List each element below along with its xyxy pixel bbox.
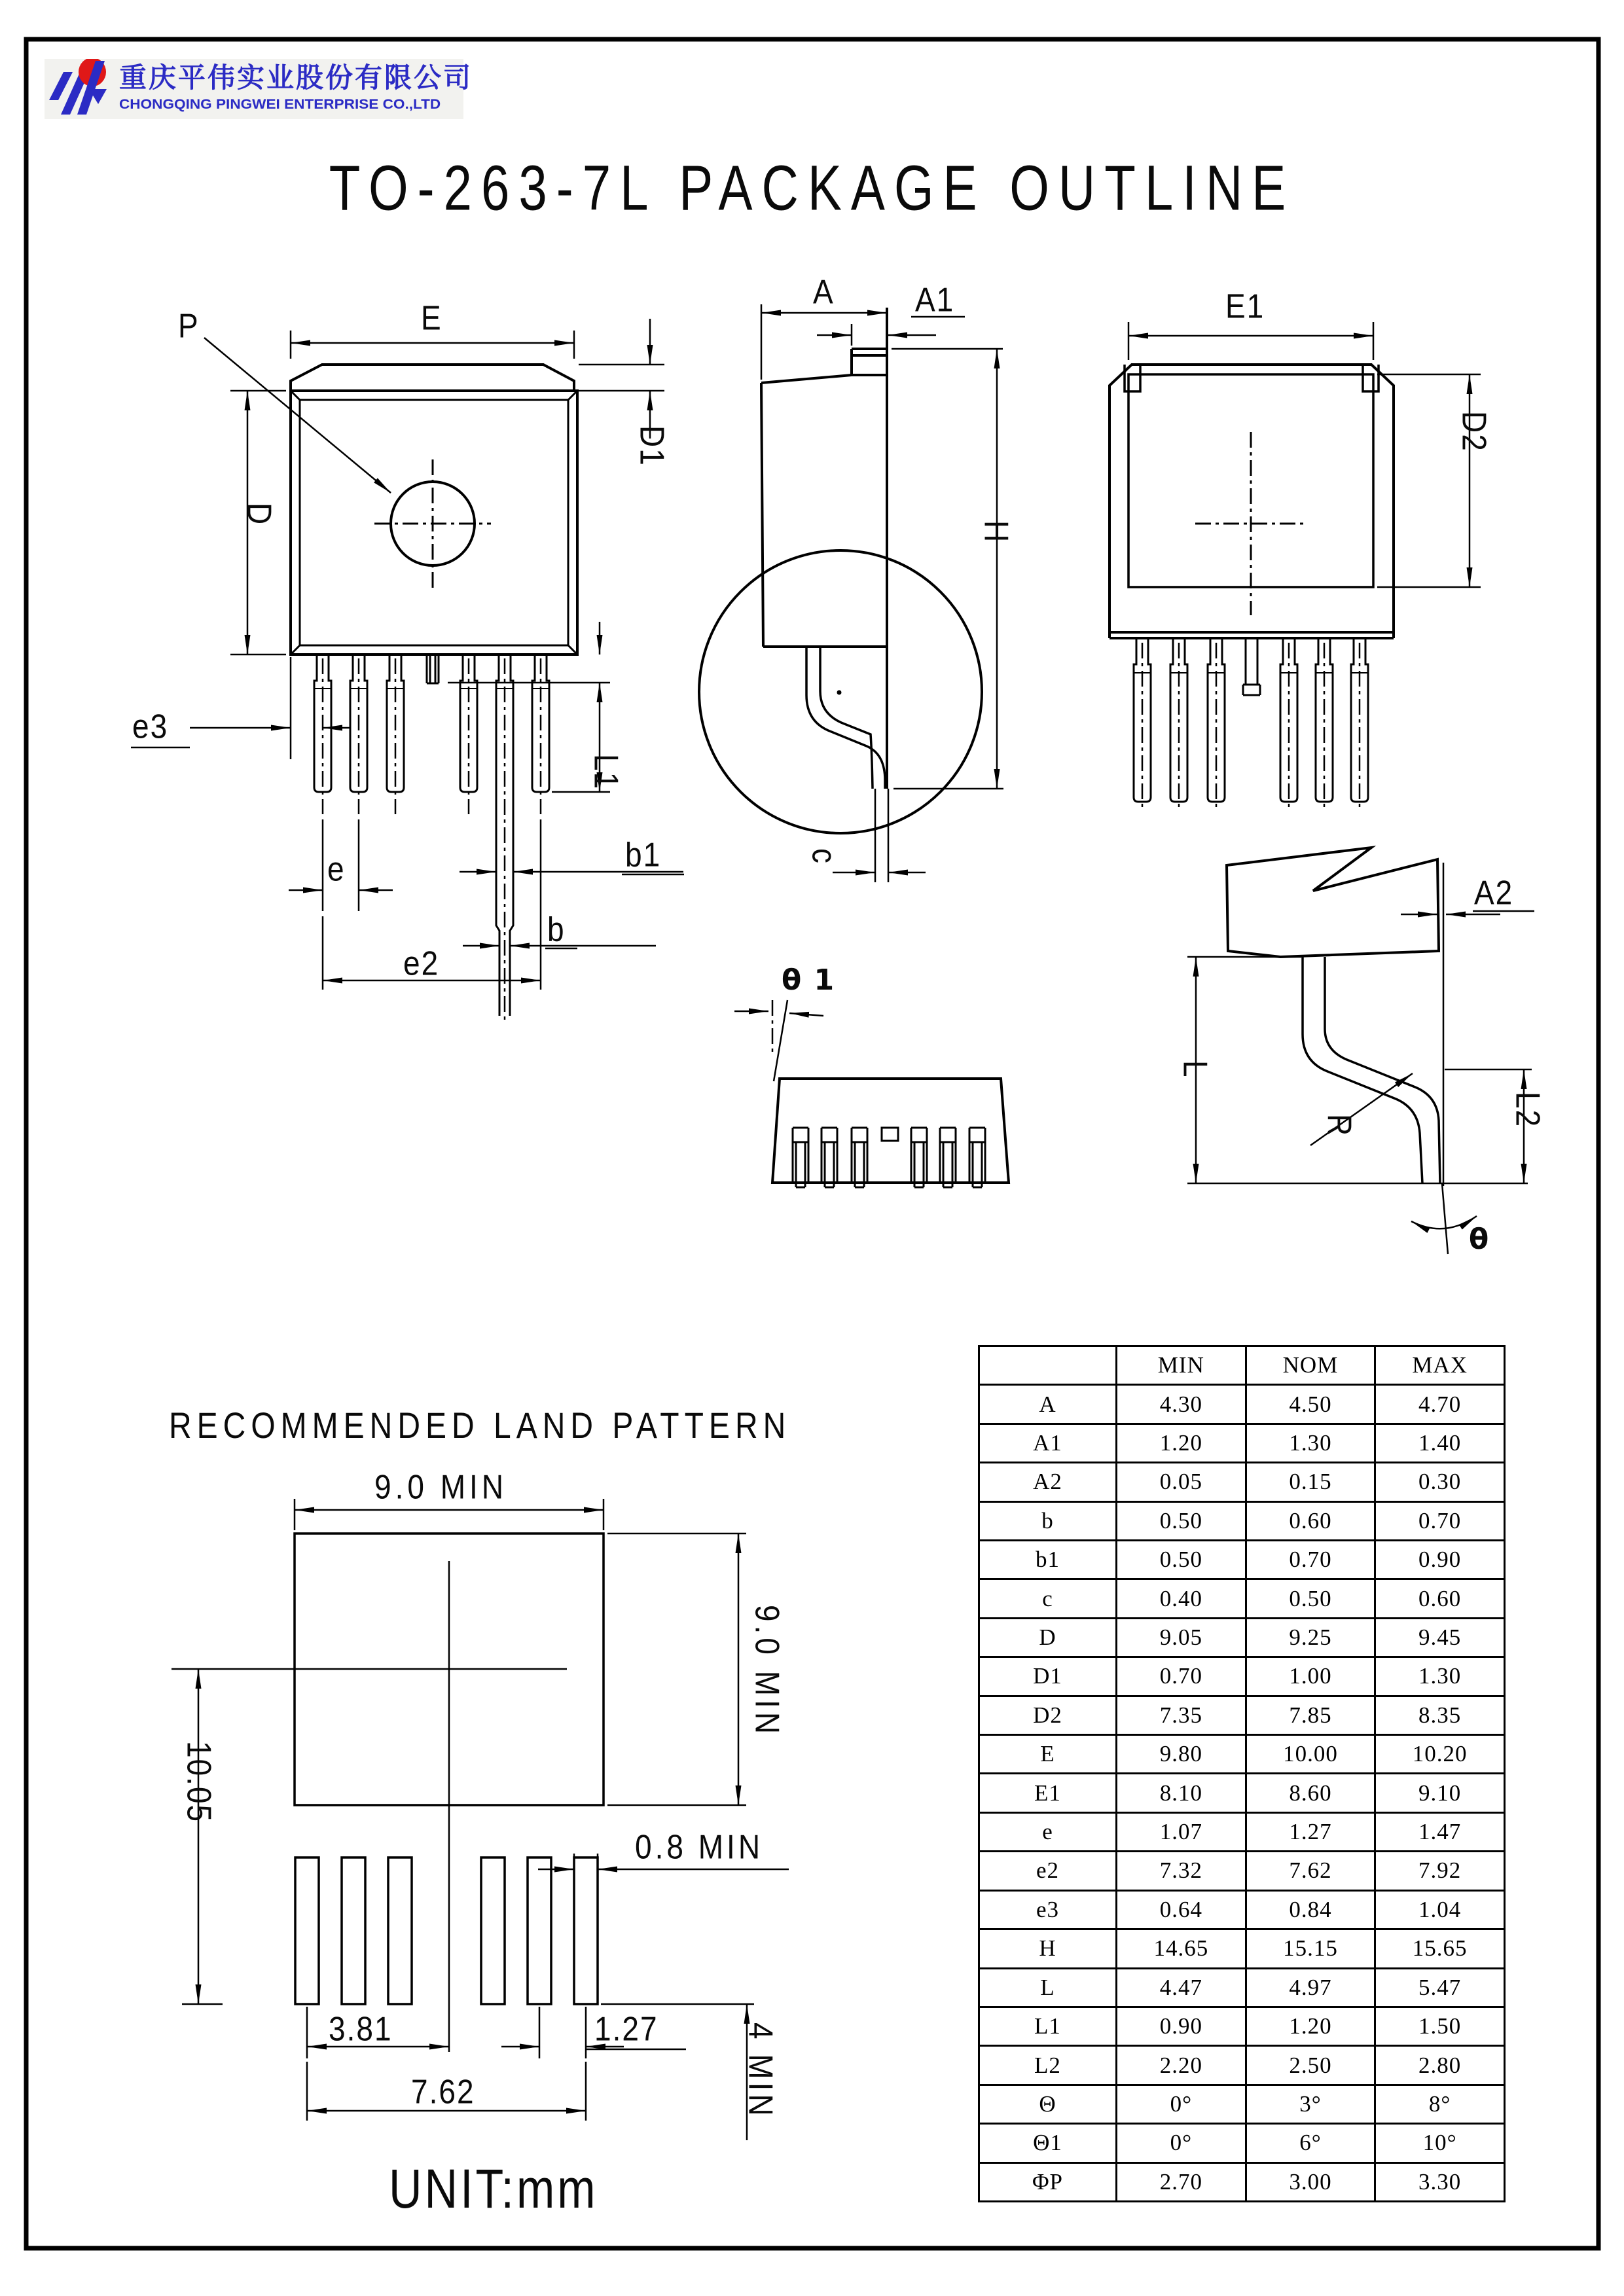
table-row: [979, 1463, 1505, 1501]
value-cell: 7.92: [1375, 1852, 1505, 1890]
value-cell: 1.47: [1375, 1812, 1505, 1851]
param-cell: Θ1: [979, 2124, 1117, 2162]
value-cell: 9.05: [1117, 1618, 1246, 1657]
value-cell: 1.20: [1246, 2007, 1375, 2045]
param-cell: e3: [979, 1890, 1117, 1929]
value-cell: 0.70: [1375, 1501, 1505, 1540]
table-row: [979, 1812, 1505, 1851]
land-pattern: [171, 1499, 789, 2140]
land-dim-4-min: 4 MIN: [742, 2022, 780, 2119]
value-cell: 4.30: [1117, 1385, 1246, 1424]
value-cell: 1.07: [1117, 1812, 1246, 1851]
value-cell: 9.25: [1246, 1618, 1375, 1657]
logo-w-icon: [45, 59, 117, 119]
value-cell: 0.40: [1117, 1579, 1246, 1618]
dim-label-r: R: [1320, 1114, 1359, 1138]
value-cell: 0.60: [1246, 1501, 1375, 1540]
value-cell: 4.50: [1246, 1385, 1375, 1424]
value-cell: 0°: [1117, 2085, 1246, 2123]
param-cell: A1: [979, 1424, 1117, 1462]
land-dim-7-62: 7.62: [411, 2072, 475, 2111]
land-dim-3-81: 3.81: [329, 2009, 393, 2048]
table-header-cell: [979, 1346, 1117, 1385]
value-cell: 1.27: [1246, 1812, 1375, 1851]
dim-label-l: L: [1176, 1060, 1215, 1079]
land-dim-9-right: 9.0 MIN: [748, 1605, 787, 1738]
table-header-cell: MIN: [1117, 1346, 1246, 1385]
param-cell: D: [979, 1618, 1117, 1657]
param-cell: A2: [979, 1463, 1117, 1501]
value-cell: 9.80: [1117, 1735, 1246, 1774]
value-cell: 1.30: [1375, 1657, 1505, 1696]
dim-label-a2: A2: [1474, 873, 1514, 912]
land-dim-0-8: 0.8 MIN: [635, 1827, 764, 1866]
front-view: [131, 319, 684, 1021]
param-cell: e2: [979, 1852, 1117, 1890]
land-dim-9-top: 9.0 MIN: [374, 1467, 508, 1506]
value-cell: 0.84: [1246, 1890, 1375, 1929]
value-cell: 2.80: [1375, 2046, 1505, 2085]
table-row: [979, 1735, 1505, 1774]
value-cell: 5.47: [1375, 1968, 1505, 2007]
value-cell: 0.50: [1117, 1541, 1246, 1579]
value-cell: 4.70: [1375, 1385, 1505, 1424]
value-cell: 0.05: [1117, 1463, 1246, 1501]
value-cell: 8°: [1375, 2085, 1505, 2123]
value-cell: 0.90: [1117, 2007, 1246, 2045]
value-cell: 4.47: [1117, 1968, 1246, 2007]
dim-label-theta1: θ 1: [782, 963, 836, 997]
dim-label-d1: D1: [633, 425, 672, 467]
value-cell: 0.70: [1117, 1657, 1246, 1696]
table-row: [979, 1696, 1505, 1734]
value-cell: 1.30: [1246, 1424, 1375, 1462]
unit-note: UNIT:mm: [389, 2158, 598, 2219]
dim-label-a1: A1: [915, 280, 955, 319]
dim-label-e-upper: E: [421, 298, 442, 337]
value-cell: 7.32: [1117, 1852, 1246, 1890]
table-row: [979, 1774, 1505, 1812]
value-cell: 14.65: [1117, 1929, 1246, 1968]
table-row: [979, 1852, 1505, 1890]
dim-label-e3: e3: [132, 707, 169, 745]
table-header-row: [979, 1346, 1505, 1385]
param-cell: b: [979, 1501, 1117, 1540]
value-cell: 2.70: [1117, 2162, 1246, 2201]
value-cell: 0.64: [1117, 1890, 1246, 1929]
land-pattern-title: RECOMMENDED LAND PATTERN: [169, 1406, 791, 1446]
value-cell: 8.35: [1375, 1696, 1505, 1734]
param-cell: H: [979, 1929, 1117, 1968]
param-cell: L2: [979, 2046, 1117, 2085]
value-cell: 10.00: [1246, 1735, 1375, 1774]
value-cell: 1.04: [1375, 1890, 1505, 1929]
value-cell: 4.97: [1246, 1968, 1375, 2007]
dim-label-b: b: [547, 910, 566, 948]
value-cell: 8.60: [1246, 1774, 1375, 1812]
value-cell: 0.30: [1375, 1463, 1505, 1501]
value-cell: 0.50: [1246, 1579, 1375, 1618]
table-header-cell: MAX: [1375, 1346, 1505, 1385]
company-name-chinese: 重庆平伟实业股份有限公司: [119, 62, 473, 93]
param-cell: e: [979, 1812, 1117, 1851]
table-row: [979, 1385, 1505, 1424]
param-cell: E: [979, 1735, 1117, 1774]
side-view: [699, 304, 1003, 882]
dim-label-b1: b1: [625, 835, 662, 874]
dim-label-a: A: [813, 272, 835, 311]
page-title: TO-263-7L PACKAGE OUTLINE: [329, 151, 1295, 224]
value-cell: 0.50: [1117, 1501, 1246, 1540]
bottom-view: [734, 1000, 1009, 1187]
param-cell: A: [979, 1385, 1117, 1424]
value-cell: 7.62: [1246, 1852, 1375, 1890]
value-cell: 1.00: [1246, 1657, 1375, 1696]
dim-label-p: P: [178, 306, 200, 345]
param-cell: b1: [979, 1541, 1117, 1579]
value-cell: 6°: [1246, 2124, 1375, 2162]
value-cell: 2.50: [1246, 2046, 1375, 2085]
dim-label-d2: D2: [1455, 411, 1494, 452]
land-dim-10-05: 10.05: [180, 1741, 219, 1823]
value-cell: 0.15: [1246, 1463, 1375, 1501]
value-cell: 10.20: [1375, 1735, 1505, 1774]
value-cell: 10°: [1375, 2124, 1505, 2162]
param-cell: ΦP: [979, 2162, 1117, 2201]
value-cell: 15.15: [1246, 1929, 1375, 1968]
table-row: [979, 1424, 1505, 1462]
table-row: [979, 1657, 1505, 1696]
value-cell: 8.10: [1117, 1774, 1246, 1812]
param-cell: Θ: [979, 2085, 1117, 2123]
dim-label-d: D: [240, 503, 279, 526]
land-dim-1-27: 1.27: [594, 2009, 659, 2048]
param-cell: c: [979, 1579, 1117, 1618]
dim-label-l2: L2: [1509, 1092, 1547, 1128]
value-cell: 0.90: [1375, 1541, 1505, 1579]
value-cell: 7.35: [1117, 1696, 1246, 1734]
value-cell: 3.00: [1246, 2162, 1375, 2201]
value-cell: 9.45: [1375, 1618, 1505, 1657]
param-cell: D1: [979, 1657, 1117, 1696]
spec-table-body: [979, 1346, 1505, 2202]
company-name-english: CHONGQING PINGWEI ENTERPRISE CO.,LTD: [119, 96, 441, 112]
table-row: [979, 1968, 1505, 2007]
value-cell: 2.20: [1117, 2046, 1246, 2085]
table-row: [979, 2162, 1505, 2201]
value-cell: 1.20: [1117, 1424, 1246, 1462]
value-cell: 1.50: [1375, 2007, 1505, 2045]
dim-label-e1: E1: [1225, 287, 1265, 325]
value-cell: 0°: [1117, 2124, 1246, 2162]
param-cell: L: [979, 1968, 1117, 2007]
table-row: [979, 2007, 1505, 2045]
table-row: [979, 1541, 1505, 1579]
dim-label-e-pitch: e: [327, 850, 346, 888]
value-cell: 7.85: [1246, 1696, 1375, 1734]
table-row: [979, 2046, 1505, 2085]
table-row: [979, 1618, 1505, 1657]
value-cell: 15.65: [1375, 1929, 1505, 1968]
table-row: [979, 1929, 1505, 1968]
table-row: [979, 1890, 1505, 1929]
value-cell: 0.60: [1375, 1579, 1505, 1618]
dim-label-theta: θ: [1469, 1223, 1490, 1256]
table-row: [979, 2124, 1505, 2162]
value-cell: 0.70: [1246, 1541, 1375, 1579]
param-cell: E1: [979, 1774, 1117, 1812]
dim-label-h: H: [977, 520, 1016, 544]
value-cell: 3.30: [1375, 2162, 1505, 2201]
value-cell: 9.10: [1375, 1774, 1505, 1812]
param-cell: D2: [979, 1696, 1117, 1734]
package-dimension-table: [978, 1345, 1506, 2202]
table-row: [979, 1501, 1505, 1540]
value-cell: 1.40: [1375, 1424, 1505, 1462]
value-cell: 3°: [1246, 2085, 1375, 2123]
dim-label-l1: L1: [587, 754, 626, 791]
table-header-cell: NOM: [1246, 1346, 1375, 1385]
back-view: [1110, 322, 1481, 812]
table-row: [979, 1579, 1505, 1618]
dim-label-e2: e2: [403, 944, 440, 982]
dim-label-c: c: [805, 848, 844, 865]
param-cell: L1: [979, 2007, 1117, 2045]
table-row: [979, 2085, 1505, 2123]
